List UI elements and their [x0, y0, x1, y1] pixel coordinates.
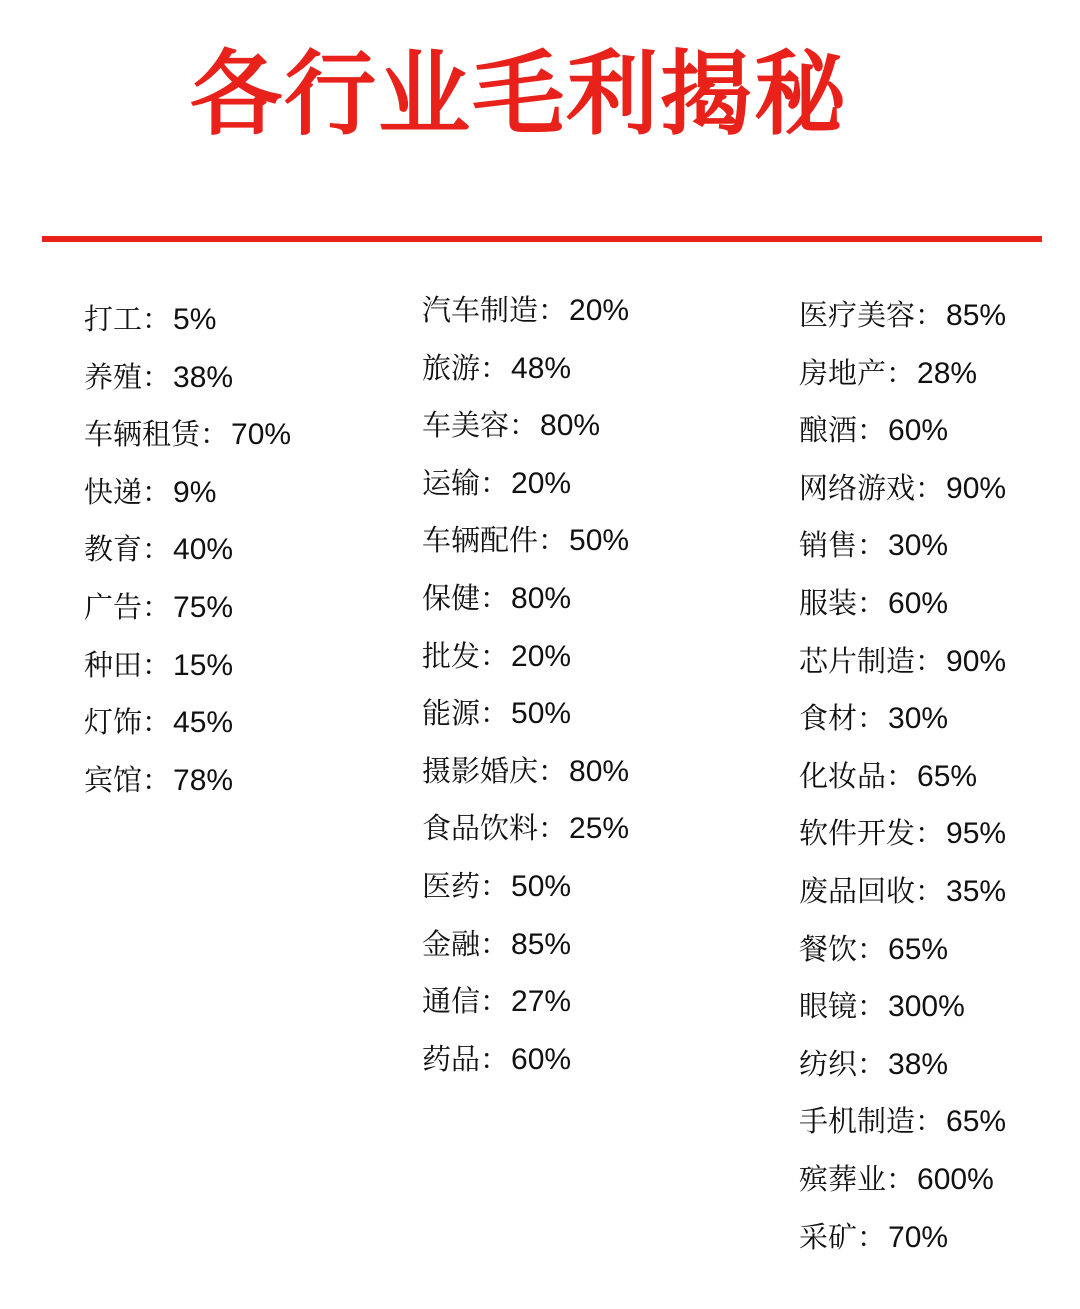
industry-label: 车美容： — [422, 408, 539, 443]
margin-value: 80% — [540, 409, 601, 443]
margin-value: 15% — [173, 648, 234, 682]
industry-label: 眼镜： — [799, 989, 887, 1024]
margin-value: 20% — [511, 466, 572, 500]
margin-value: 28% — [917, 356, 978, 390]
list-item — [799, 926, 1006, 984]
margin-value: 35% — [946, 874, 1007, 908]
margin-value: 90% — [946, 644, 1007, 678]
industry-label: 摄影婚庆： — [422, 753, 568, 788]
margin-value: 85% — [946, 299, 1007, 332]
industry-label: 养殖： — [84, 359, 172, 394]
industry-column-2 — [422, 287, 629, 1093]
industry-label: 医药： — [422, 868, 510, 903]
list-item — [799, 1041, 1006, 1099]
industry-label: 汽车制造： — [422, 293, 568, 327]
industry-label: 采矿： — [799, 1219, 887, 1254]
industry-column-3 — [799, 292, 1006, 1271]
list-item — [84, 584, 291, 642]
margin-value: 38% — [888, 1047, 949, 1081]
margin-value: 40% — [173, 533, 234, 567]
list-item — [84, 296, 291, 354]
margin-value: 50% — [511, 869, 572, 903]
margin-value: 30% — [888, 702, 949, 736]
margin-value: 20% — [569, 294, 630, 327]
list-item — [799, 1156, 1006, 1214]
list-item — [422, 978, 629, 1036]
margin-value: 60% — [888, 414, 949, 448]
industry-label: 网络游戏： — [799, 470, 945, 505]
list-item — [422, 805, 629, 863]
list-item — [422, 402, 629, 460]
industry-label: 房地产： — [799, 355, 916, 390]
list-item — [84, 354, 291, 412]
list-item — [84, 699, 291, 757]
margin-value: 78% — [173, 763, 234, 797]
margin-value: 80% — [511, 581, 572, 615]
industry-label: 酿酒： — [799, 413, 887, 448]
industry-label: 服装： — [799, 585, 887, 620]
margin-value: 50% — [511, 697, 572, 731]
list-item — [799, 580, 1006, 638]
list-item — [422, 748, 629, 806]
page-title: 各行业毛利揭秘 — [190, 41, 849, 148]
margin-value: 95% — [946, 817, 1007, 851]
list-item — [422, 863, 629, 921]
margin-value: 50% — [569, 524, 630, 558]
margin-value: 85% — [511, 927, 572, 961]
industry-label: 运输： — [422, 465, 510, 500]
industry-label: 殡葬业： — [799, 1161, 916, 1196]
margin-value: 30% — [888, 529, 949, 563]
margin-value: 75% — [173, 590, 234, 624]
list-item — [422, 345, 629, 403]
list-item — [799, 753, 1006, 811]
list-item — [799, 868, 1006, 926]
industry-label: 药品： — [422, 1041, 510, 1076]
list-item — [84, 469, 291, 527]
margin-value: 65% — [888, 932, 949, 966]
list-item — [422, 287, 629, 345]
list-item — [422, 575, 629, 633]
list-item — [799, 1214, 1006, 1272]
list-item — [799, 292, 1006, 350]
list-item — [422, 921, 629, 979]
list-item — [799, 695, 1006, 753]
industry-label: 废品回收： — [799, 873, 945, 908]
list-item — [799, 983, 1006, 1041]
industry-label: 化妆品： — [799, 758, 916, 793]
margin-value: 70% — [231, 418, 292, 452]
list-item — [84, 757, 291, 815]
industry-label: 种田： — [84, 647, 172, 682]
list-item — [799, 465, 1006, 523]
list-item — [84, 642, 291, 700]
margin-value: 70% — [888, 1220, 949, 1254]
industry-label: 批发： — [422, 638, 510, 673]
list-item — [422, 1036, 629, 1094]
list-item — [422, 690, 629, 748]
industry-label: 通信： — [422, 984, 510, 1019]
list-item — [799, 407, 1006, 465]
industry-label: 广告： — [84, 589, 172, 624]
industry-label: 纺织： — [799, 1046, 887, 1081]
list-item — [799, 350, 1006, 408]
margin-value: 65% — [917, 759, 978, 793]
margin-value: 90% — [946, 471, 1007, 505]
margin-value: 25% — [569, 812, 630, 846]
list-item — [84, 411, 291, 469]
margin-value: 65% — [946, 1105, 1007, 1139]
margin-value: 38% — [173, 360, 234, 394]
industry-label: 旅游： — [422, 350, 510, 385]
list-item — [422, 460, 629, 518]
list-item — [799, 1098, 1006, 1156]
industry-label: 车辆租赁： — [84, 417, 230, 452]
margin-value: 45% — [173, 706, 234, 740]
margin-value: 9% — [173, 475, 217, 509]
industry-label: 宾馆： — [84, 762, 172, 797]
margin-value: 27% — [511, 985, 572, 1019]
industry-label: 餐饮： — [799, 931, 887, 966]
margin-value: 60% — [888, 586, 949, 620]
industry-label: 灯饰： — [84, 705, 172, 740]
industry-label: 食材： — [799, 701, 887, 736]
industry-label: 车辆配件： — [422, 523, 568, 558]
industry-column-1 — [84, 296, 291, 814]
industry-label: 食品饮料： — [422, 811, 568, 846]
industry-label: 能源： — [422, 696, 510, 731]
list-item — [422, 517, 629, 575]
industry-label: 金融： — [422, 926, 510, 961]
title-divider — [42, 236, 1042, 242]
margin-value: 300% — [888, 990, 965, 1024]
margin-value: 5% — [173, 303, 217, 336]
industry-label: 保健： — [422, 580, 510, 615]
list-item — [84, 526, 291, 584]
industry-label: 教育： — [84, 532, 172, 567]
list-item — [799, 522, 1006, 580]
margin-value: 60% — [511, 1042, 572, 1076]
margin-value: 48% — [511, 351, 572, 385]
industry-label: 快递： — [84, 474, 172, 509]
industry-label: 软件开发： — [799, 816, 945, 851]
margin-value: 80% — [569, 754, 630, 788]
list-item — [422, 633, 629, 691]
list-item — [799, 810, 1006, 868]
industry-label: 销售： — [799, 528, 887, 563]
industry-label: 医疗美容： — [799, 298, 945, 332]
margin-value: 600% — [917, 1162, 994, 1196]
industry-label: 打工： — [84, 302, 172, 336]
margin-value: 20% — [511, 639, 572, 673]
industry-label: 手机制造： — [799, 1104, 945, 1139]
list-item — [799, 638, 1006, 696]
industry-label: 芯片制造： — [799, 643, 945, 678]
